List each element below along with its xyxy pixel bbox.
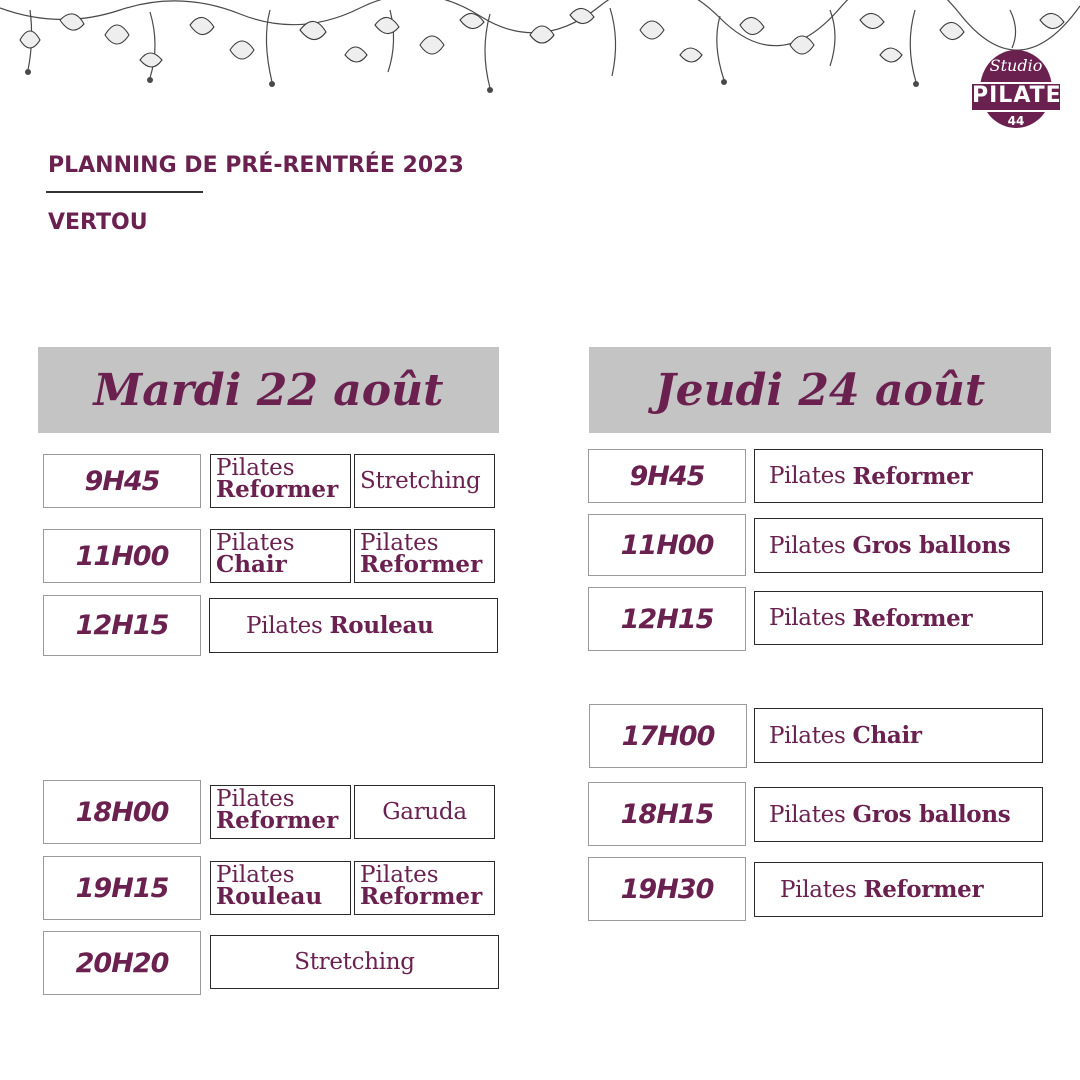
class-cell: Stretching xyxy=(354,454,495,508)
floral-border xyxy=(0,0,1080,100)
class-cell: Pilates Gros ballons xyxy=(754,787,1043,842)
time-slot: 20H20 xyxy=(43,931,201,995)
page-title: PLANNING DE PRÉ-RENTRÉE 2023 xyxy=(48,153,464,178)
time-slot: 18H15 xyxy=(588,782,746,846)
time-slot: 9H45 xyxy=(43,454,201,508)
class-cell: Garuda xyxy=(354,785,495,839)
class-cell: Pilates Chair xyxy=(210,529,351,583)
class-cell: Pilates Reformer xyxy=(354,529,495,583)
class-cell: Pilates Rouleau xyxy=(210,861,351,915)
location-subtitle: VERTOU xyxy=(48,210,148,235)
class-cell: Pilates Chair xyxy=(754,708,1043,763)
class-cell: Pilates Reformer xyxy=(754,449,1043,503)
day-header-thursday xyxy=(589,347,1051,433)
class-cell: Pilates Gros ballons xyxy=(754,518,1043,573)
time-slot: 11H00 xyxy=(43,529,201,583)
day-label: Jeudi 24 août xyxy=(654,364,986,416)
time-slot: 11H00 xyxy=(588,514,746,576)
class-cell: Pilates Reformer xyxy=(354,861,495,915)
time-slot: 17H00 xyxy=(589,704,747,768)
time-slot: 19H15 xyxy=(43,856,201,920)
day-label: Mardi 22 août xyxy=(93,364,444,416)
class-cell: Pilates Reformer xyxy=(754,862,1043,917)
class-cell: Pilates Reformer xyxy=(210,454,351,508)
time-slot: 12H15 xyxy=(588,587,746,651)
studio-pilates-logo: Studio PILATES 44 xyxy=(968,44,1064,134)
time-slot: 19H30 xyxy=(588,857,746,921)
day-header-tuesday xyxy=(38,347,499,433)
class-cell: Stretching xyxy=(210,935,499,989)
time-slot: 18H00 xyxy=(43,780,201,844)
title-divider xyxy=(46,191,203,193)
class-cell: Pilates Rouleau xyxy=(209,598,498,653)
time-slot: 9H45 xyxy=(588,449,746,503)
class-cell: Pilates Reformer xyxy=(754,591,1043,645)
time-slot: 12H15 xyxy=(43,595,201,656)
class-cell: Pilates Reformer xyxy=(210,785,351,839)
